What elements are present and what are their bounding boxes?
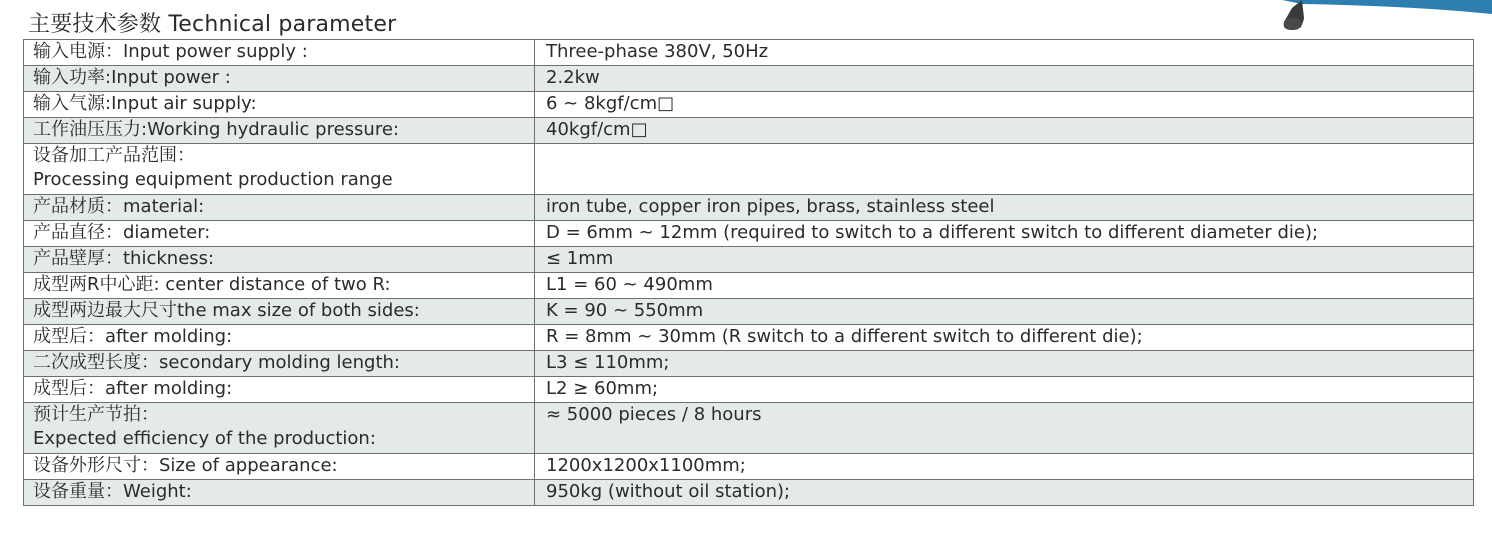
param-value: ≈ 5000 pieces / 8 hours (535, 403, 1474, 454)
table-row (24, 40, 1474, 66)
param-label: 设备重量：Weight: (24, 480, 535, 506)
param-value: L3 ≤ 110mm; (535, 351, 1474, 377)
table-row (24, 92, 1474, 118)
param-value: 40kgf/cm□ (535, 118, 1474, 144)
page-title: 主要技术参数 Technical parameter (28, 12, 397, 37)
table-row (24, 118, 1474, 144)
table-row (24, 221, 1474, 247)
param-label-line: Processing equipment production range (33, 169, 393, 190)
param-label: 产品材质：material: (24, 195, 535, 221)
param-value: K = 90 ~ 550mm (535, 299, 1474, 325)
table-row (24, 480, 1474, 506)
param-label-line: Expected efficiency of the production: (33, 428, 376, 449)
param-value: 1200x1200x1100mm; (535, 454, 1474, 480)
table-row (24, 377, 1474, 403)
param-value: 6 ~ 8kgf/cm□ (535, 92, 1474, 118)
param-label: 成型后：after molding: (24, 377, 535, 403)
param-label: 成型两边最大尺寸the max size of both sides: (24, 299, 535, 325)
param-value: 2.2kw (535, 66, 1474, 92)
param-value: Three-phase 380V, 50Hz (535, 40, 1474, 66)
param-value: L2 ≥ 60mm; (535, 377, 1474, 403)
param-label-line: 预计生产节拍： (33, 404, 159, 425)
param-label: 成型两R中心距: center distance of two R: (24, 273, 535, 299)
param-value: ≤ 1mm (535, 247, 1474, 273)
param-label (24, 144, 535, 195)
param-value: iron tube, copper iron pipes, brass, stainless steel (535, 195, 1474, 221)
param-value (535, 144, 1474, 195)
table-row (24, 273, 1474, 299)
param-value: L1 = 60 ~ 490mm (535, 273, 1474, 299)
table-row (24, 351, 1474, 377)
param-label: 输入气源:Input air supply: (24, 92, 535, 118)
param-label: 成型后：after molding: (24, 325, 535, 351)
param-label (24, 403, 535, 454)
param-label: 输入功率:Input power : (24, 66, 535, 92)
table-row (24, 299, 1474, 325)
param-label: 产品壁厚：thickness: (24, 247, 535, 273)
param-label: 产品直径：diameter: (24, 221, 535, 247)
table-row (24, 454, 1474, 480)
table-row (24, 403, 1474, 454)
param-label-line: 设备加工产品范围： (33, 145, 195, 166)
param-label: 设备外形尺寸：Size of appearance: (24, 454, 535, 480)
param-value: D = 6mm ~ 12mm (required to switch to a different switch to different diameter die); (535, 221, 1474, 247)
param-value: R = 8mm ~ 30mm (R switch to a different switch to different die); (535, 325, 1474, 351)
table-row (24, 325, 1474, 351)
param-label: 输入电源：Input power supply : (24, 40, 535, 66)
param-label: 二次成型长度：secondary molding length: (24, 351, 535, 377)
technical-parameter-table (23, 39, 1474, 506)
table-row (24, 195, 1474, 221)
param-label: 工作油压压力:Working hydraulic pressure: (24, 118, 535, 144)
table-row (24, 247, 1474, 273)
param-value: 950kg (without oil station); (535, 480, 1474, 506)
table-row (24, 144, 1474, 195)
table-row (24, 66, 1474, 92)
corner-decoration (1262, 0, 1492, 40)
